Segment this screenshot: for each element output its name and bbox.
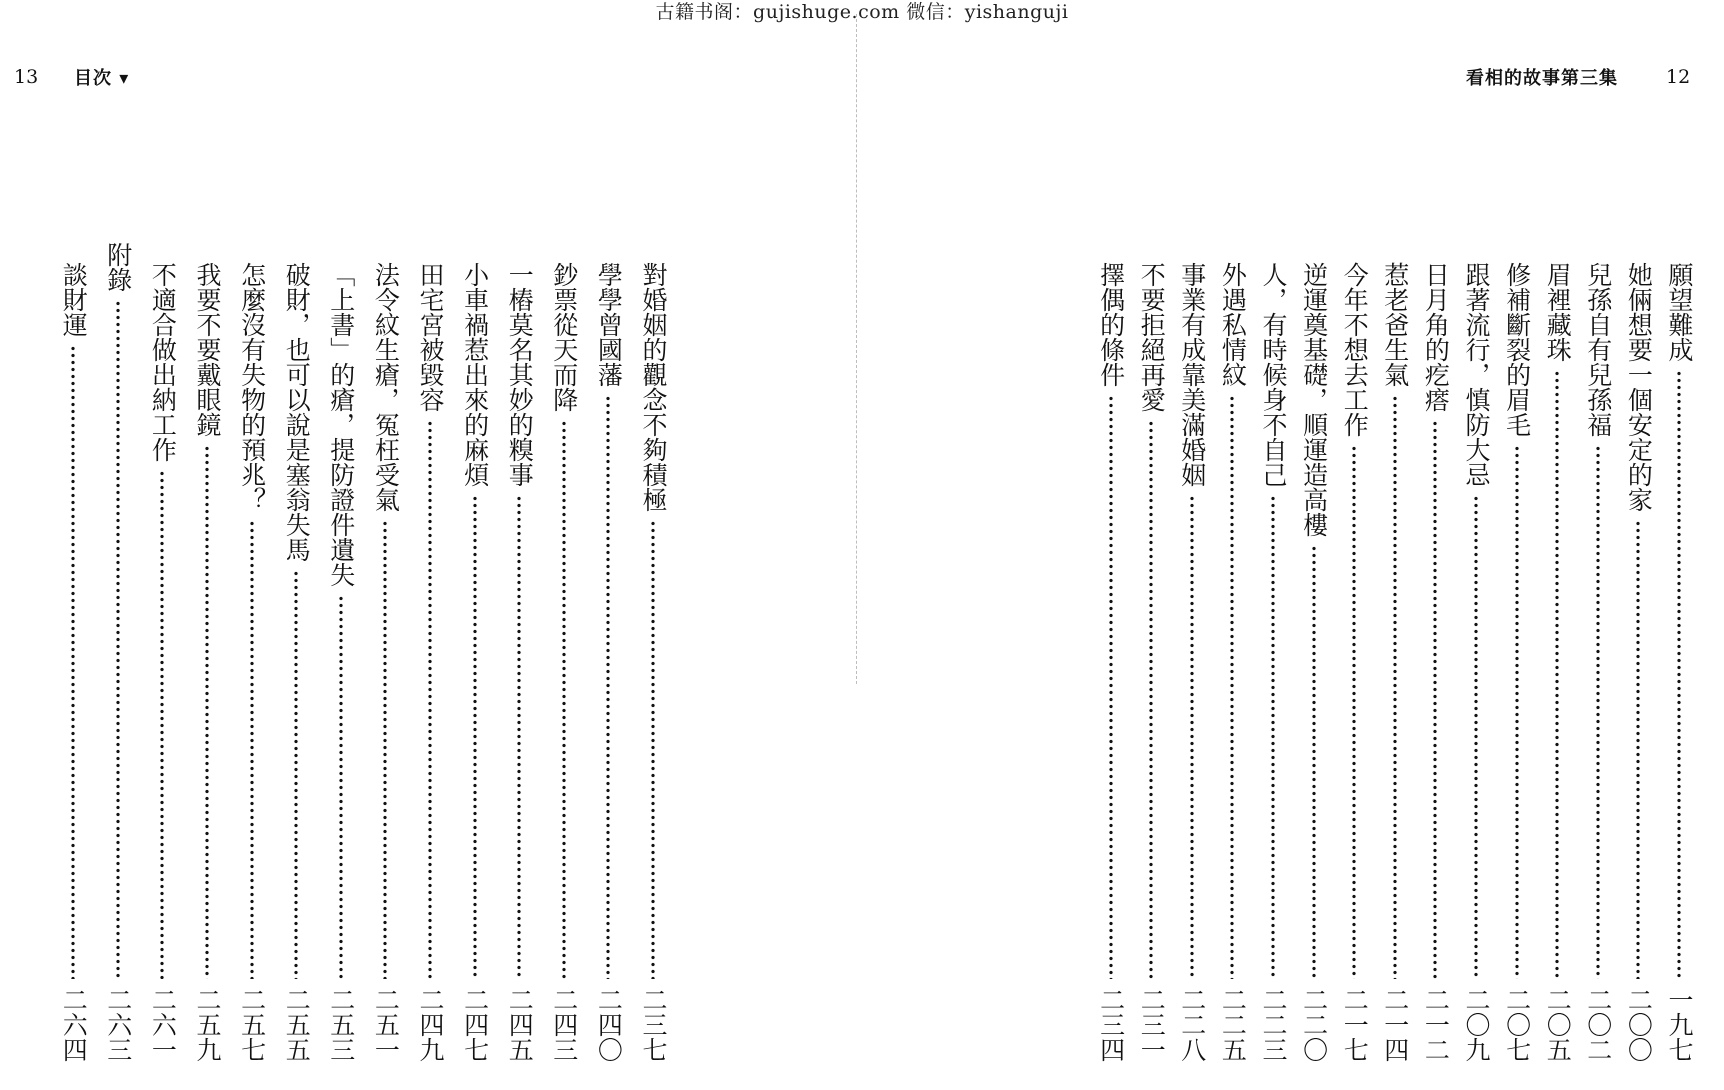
toc-entry-page-number: 二三七 [639,987,668,1062]
toc-entry-title: 兒孫自有兒孫福 [1583,262,1613,437]
toc-entry-page-number: 二〇七 [1502,987,1532,1062]
right-toc-entry[interactable] [1299,262,1329,1062]
toc-leader-dots [1461,495,1491,979]
toc-entry-title: 對婚姻的觀念不夠積極 [639,262,668,512]
toc-entry-title: 學學曾國藩 [594,262,624,387]
toc-entry-page-number: 一九七 [1665,987,1694,1062]
toc-entry-page-number: 二〇〇 [1624,987,1654,1062]
toc-entry-title: 談財運 [59,262,89,337]
right-toc-entry[interactable] [1096,262,1126,1062]
left-toc-entry[interactable] [326,262,356,1062]
toc-entry-title: 眉裡藏珠 [1543,262,1573,362]
toc-entry-page-number: 二一四 [1380,987,1410,1062]
toc-entry-page-number: 二五九 [193,987,222,1062]
toc-leader-dots [460,495,490,979]
left-toc-entry[interactable] [103,242,133,1062]
toc-entry-title: 不適合做出納工作 [148,262,178,462]
left-toc-entry[interactable] [370,262,400,1062]
toc-leader-dots [638,520,668,979]
toc-entry-page-number: 二〇二 [1583,987,1613,1062]
toc-leader-dots [1096,395,1126,979]
toc-leader-dots [147,470,177,979]
toc-entry-page-number: 二六三 [103,987,133,1062]
toc-entry-page-number: 二二〇 [1299,987,1329,1062]
toc-entry-title: 鈔票從天而降 [549,262,579,412]
toc-entry-title: 人，有時候身不自己 [1259,262,1288,487]
toc-leader-dots [1177,495,1207,979]
toc-entry-title: 田宅宮被毀容 [416,262,445,412]
toc-leader-dots [1217,395,1247,979]
toc-entry-page-number: 二〇五 [1543,987,1573,1062]
left-toc-entry[interactable] [415,262,445,1062]
toc-entry-page-number: 二三四 [1096,987,1126,1062]
right-page-number: 12 [1666,66,1691,88]
right-toc-entry[interactable] [1664,262,1694,1062]
toc-entry-title: 日月角的疙瘩 [1421,262,1451,412]
right-page-header: 看相的故事第三集 [1466,68,1618,89]
left-toc-entry[interactable] [281,262,311,1062]
left-toc-entry[interactable] [192,262,222,1062]
toc-entry-page-number: 二〇九 [1462,987,1491,1062]
toc-entry-page-number: 二五七 [237,987,267,1062]
toc-entry-page-number: 二四五 [505,987,535,1062]
toc-entry-page-number: 二六一 [148,987,178,1062]
toc-entry-title: 修補斷裂的眉毛 [1502,262,1532,437]
toc-entry-page-number: 二四〇 [594,987,624,1062]
left-toc-entry[interactable] [593,262,623,1062]
toc-leader-dots [549,420,579,979]
toc-entry-page-number: 二五五 [282,987,312,1062]
toc-entry-title: 一樁莫名其妙的糗事 [505,262,535,487]
toc-entry-page-number: 二六四 [59,987,89,1062]
toc-leader-dots [1136,420,1166,979]
toc-entry-title: 不要拒絕再愛 [1137,262,1167,412]
right-toc-entry[interactable] [1339,262,1369,1062]
toc-leader-dots [1299,545,1329,979]
toc-leader-dots [1420,420,1450,979]
right-toc-entry[interactable] [1217,262,1247,1062]
right-toc-entry[interactable] [1420,262,1450,1062]
toc-entry-page-number: 二五三 [326,987,356,1062]
toc-entry-title: 怎麼沒有失物的預兆？ [237,262,267,512]
toc-entry-page-number: 二四三 [549,987,579,1062]
toc-leader-dots [1664,370,1694,979]
right-toc-entry[interactable] [1542,262,1572,1062]
toc-leader-dots [370,520,400,979]
left-toc-entry[interactable] [638,262,668,1062]
toc-leader-dots [103,300,133,979]
watermark: 古籍书阁：gujishuge.com 微信：yishanguji [655,1,1069,23]
toc-leader-dots [281,570,311,979]
left-toc-entry[interactable] [504,262,534,1062]
toc-entry-title: 「上書」的瘡，提防證件遺失 [326,262,356,587]
toc-leader-dots [1380,395,1410,979]
toc-leader-dots [1258,495,1288,979]
toc-leader-dots [1583,445,1613,979]
toc-leader-dots [1502,445,1532,979]
toc-leader-dots [326,595,356,979]
toc-entry-title: 今年不想去工作 [1340,262,1370,437]
right-toc-entry[interactable] [1461,262,1491,1062]
left-toc-entry[interactable] [460,262,490,1062]
right-toc-entry[interactable] [1502,262,1532,1062]
toc-leader-dots [1339,445,1369,979]
toc-leader-dots [1623,520,1653,979]
toc-entry-title: 破財，也可以說是塞翁失馬 [282,262,312,562]
toc-leader-dots [58,345,88,979]
toc-entry-page-number: 二三一 [1137,987,1167,1062]
right-toc-entry[interactable] [1380,262,1410,1062]
toc-entry-title: 她倆想要一個安定的家 [1624,262,1654,512]
page-gutter [856,14,857,684]
right-toc-entry[interactable] [1623,262,1653,1062]
toc-leader-dots [593,395,623,979]
left-page-header: 目次 ▾ [74,68,130,89]
left-toc-entry[interactable] [237,262,267,1062]
left-toc-entry[interactable] [147,262,177,1062]
toc-entry-page-number: 二四七 [460,987,490,1062]
toc-entry-page-number: 二四九 [416,987,445,1062]
toc-entry-title: 附錄 [103,242,133,292]
left-toc-entry[interactable] [58,262,88,1062]
toc-entry-page-number: 二二八 [1177,987,1207,1062]
toc-entry-title: 願望難成 [1665,262,1694,362]
toc-leader-dots [1542,370,1572,979]
toc-entry-title: 惹老爸生氣 [1380,262,1410,387]
toc-entry-title: 逆運奠基礎，順運造高樓 [1299,262,1329,537]
toc-entry-title: 跟著流行，慎防大忌 [1462,262,1491,487]
right-toc-entry[interactable] [1177,262,1207,1062]
toc-entry-title: 事業有成靠美滿婚姻 [1177,262,1207,487]
left-toc-entry[interactable] [549,262,579,1062]
right-toc-entry[interactable] [1258,262,1288,1062]
toc-entry-title: 擇偶的條件 [1096,262,1126,387]
toc-entry-page-number: 二二三 [1259,987,1288,1062]
toc-entry-title: 小車禍惹出來的麻煩 [460,262,490,487]
right-toc-entry[interactable] [1136,262,1166,1062]
right-toc-entry[interactable] [1583,262,1613,1062]
left-page-number: 13 [14,66,39,88]
toc-leader-dots [192,445,222,979]
toc-entry-page-number: 二二五 [1218,987,1248,1062]
toc-entry-title: 法令紋生瘡，冤枉受氣 [371,262,401,512]
toc-entry-page-number: 二一七 [1340,987,1370,1062]
toc-entry-page-number: 二五一 [371,987,401,1062]
toc-entry-title: 外遇私情紋 [1218,262,1248,387]
toc-leader-dots [237,520,267,979]
toc-entry-page-number: 二一二 [1421,987,1451,1062]
toc-entry-title: 我要不要戴眼鏡 [193,262,222,437]
toc-leader-dots [504,495,534,979]
toc-leader-dots [415,420,445,979]
